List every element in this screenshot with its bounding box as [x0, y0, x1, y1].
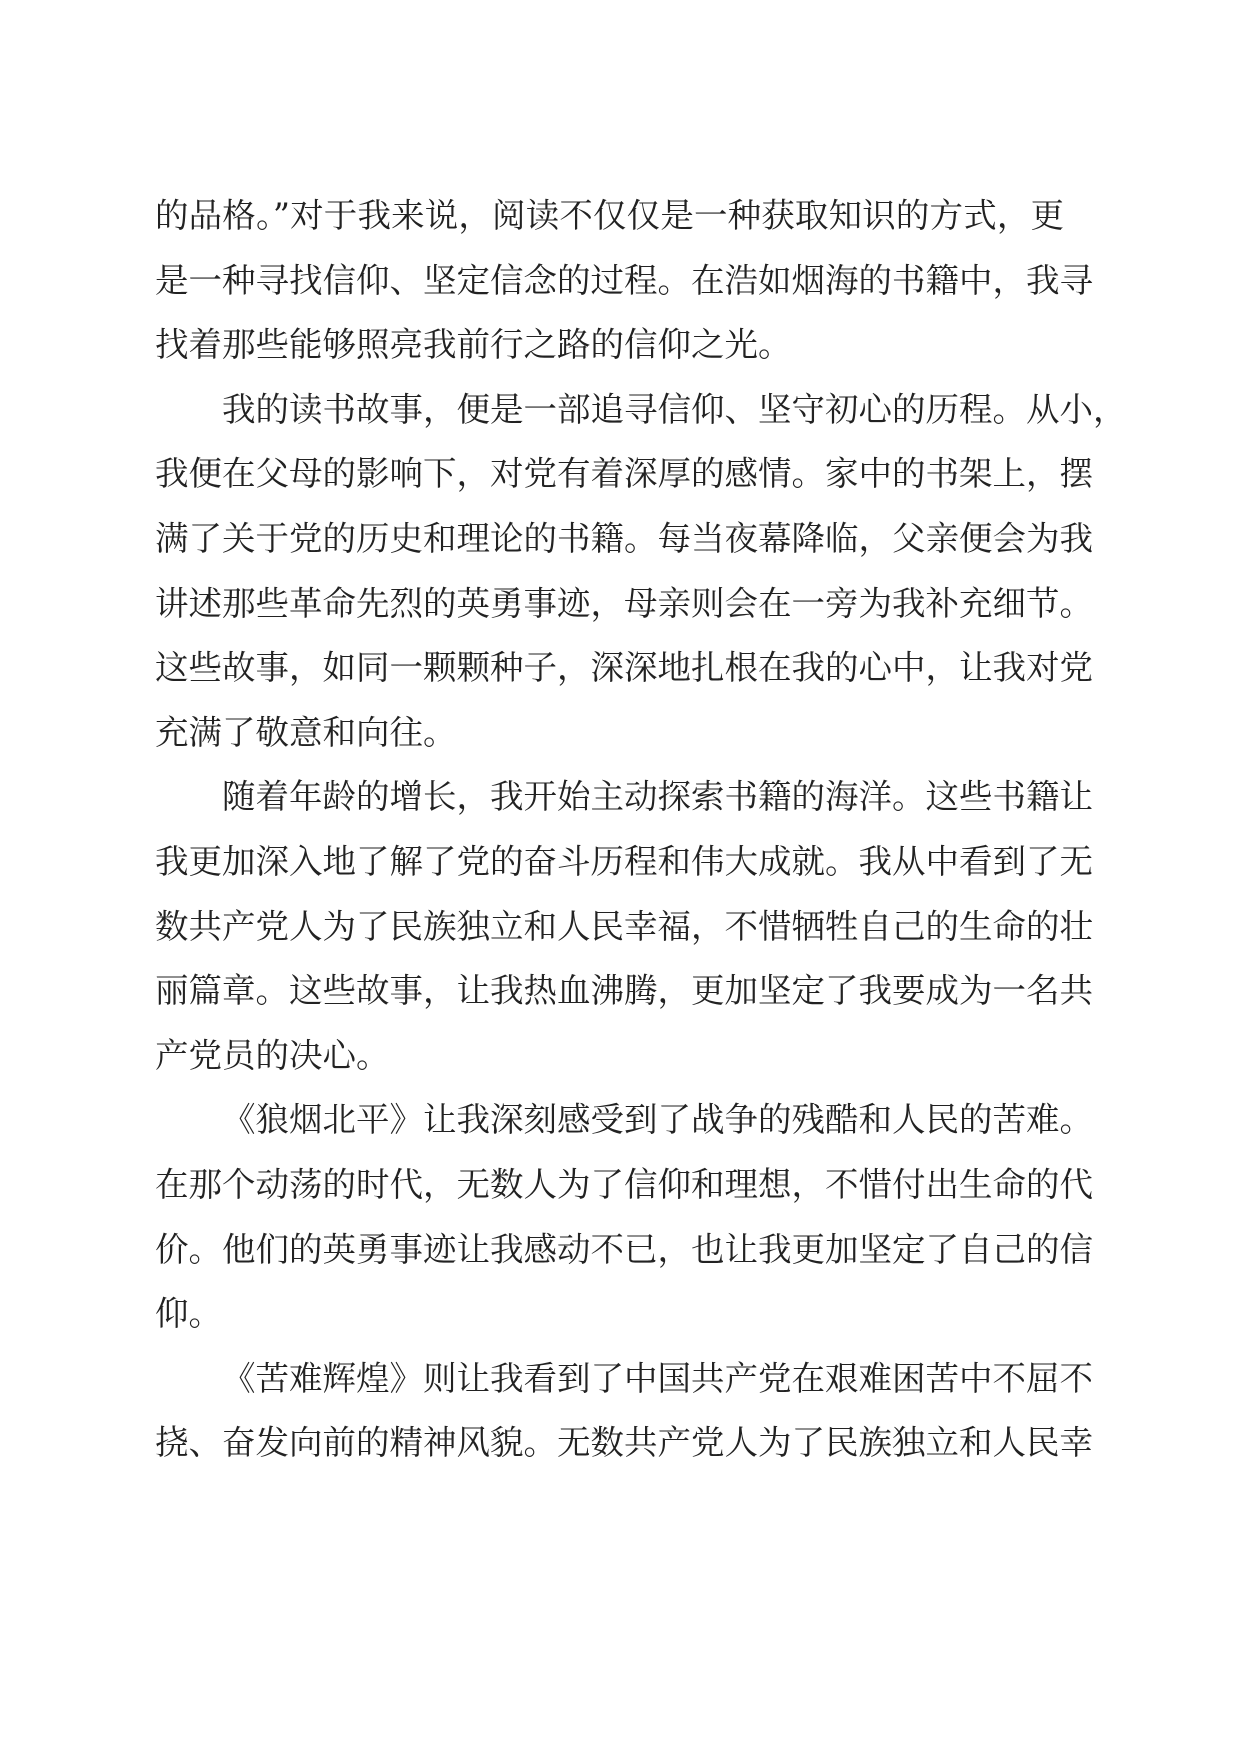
document-body [155, 184, 1127, 1476]
text-line: 这些故事，如同一颗颗种子，深深地扎根在我的心中，让我对党 [155, 648, 1093, 688]
text-line: 讲述那些革命先烈的英勇事迹，母亲则会在一旁为我补充细节。 [155, 583, 1093, 623]
paragraph-first-line: 我的读书故事，便是一部追寻信仰、坚守初心的历程。从小， [222, 389, 1127, 429]
text-line: 产党员的决心。 [155, 1035, 390, 1075]
text-line: 找着那些能够照亮我前行之路的信仰之光。 [155, 325, 792, 365]
text-line: 挠、奋发向前的精神风貌。无数共产党人为了民族独立和人民幸 [155, 1423, 1093, 1463]
text-line: 数共产党人为了民族独立和人民幸福，不惜牺牲自己的生命的壮 [155, 906, 1093, 946]
paragraph-first-line: 《狼烟北平》让我深刻感受到了战争的残酷和人民的苦难。 [222, 1100, 1093, 1140]
text-line: 我更加深入地了解了党的奋斗历程和伟大成就。我从中看到了无 [155, 841, 1093, 881]
text-line: 的品格。”对于我来说，阅读不仅仅是一种获取知识的方式，更 [155, 196, 1064, 235]
text-line: 满了关于党的历史和理论的书籍。每当夜幕降临，父亲便会为我 [155, 518, 1093, 558]
text-line: 仰。 [155, 1294, 222, 1334]
paragraph-first-line: 随着年龄的增长，我开始主动探索书籍的海洋。这些书籍让 [222, 777, 1093, 817]
text-line: 是一种寻找信仰、坚定信念的过程。在浩如烟海的书籍中，我寻 [155, 260, 1093, 300]
text-line: 丽篇章。这些故事，让我热血沸腾，更加坚定了我要成为一名共 [155, 971, 1093, 1011]
text-line: 我便在父母的影响下，对党有着深厚的感情。家中的书架上，摆 [155, 454, 1093, 494]
text-line: 价。他们的英勇事迹让我感动不已，也让我更加坚定了自己的信 [155, 1229, 1093, 1269]
text-line: 在那个动荡的时代，无数人为了信仰和理想，不惜付出生命的代 [155, 1164, 1093, 1204]
text-line: 充满了敬意和向往。 [155, 712, 457, 752]
paragraph-first-line: 《苦难辉煌》则让我看到了中国共产党在艰难困苦中不屈不 [222, 1358, 1093, 1398]
